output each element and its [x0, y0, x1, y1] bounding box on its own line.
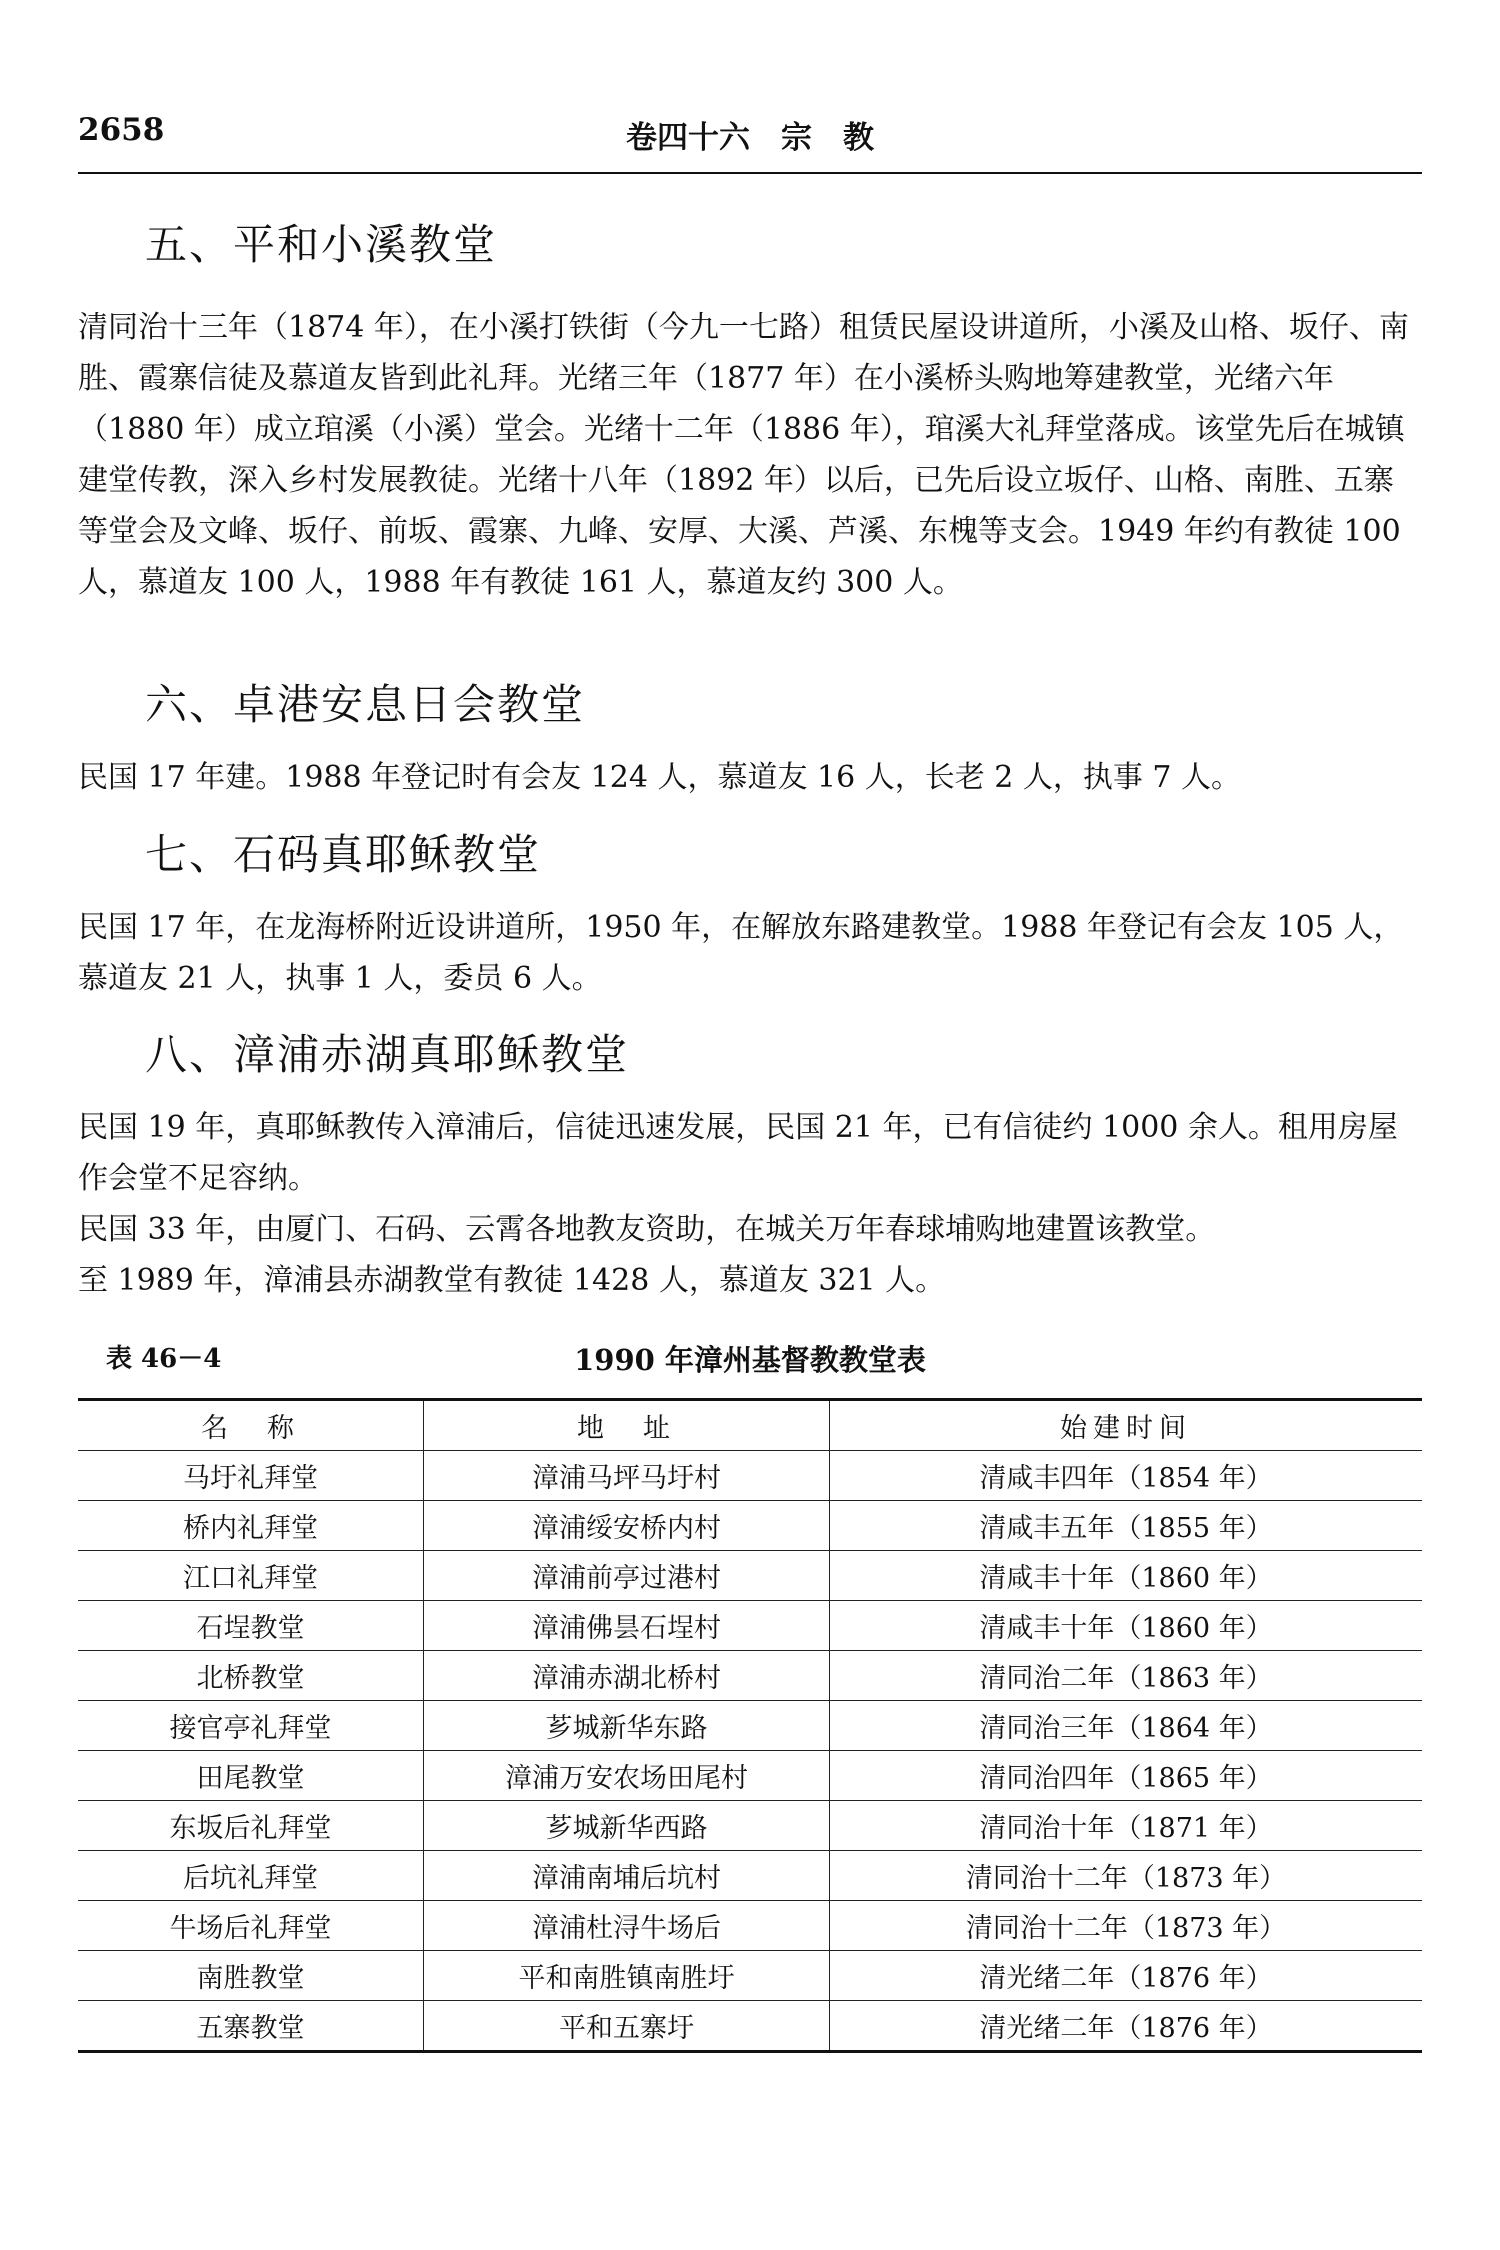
cell-church-name: 后坑礼拜堂 [78, 1851, 424, 1901]
running-title: 卷四十六 宗 教 [626, 120, 874, 156]
cell-founded-date: 清光绪二年（1876 年） [830, 2001, 1423, 2052]
column-header-name: 名 称 [78, 1400, 424, 1451]
cell-address: 芗城新华东路 [424, 1701, 830, 1751]
table-body [78, 1451, 1422, 2052]
table-caption [78, 1338, 1422, 1378]
section-paragraph: 至 1989 年，漳浦县赤湖教堂有教徒 1428 人，慕道友 321 人。 [78, 1263, 946, 1298]
table-title: 1990 年漳州基督教教堂表 [574, 1343, 926, 1377]
section-heading: 八、漳浦赤湖真耶稣教堂 [145, 1030, 630, 1079]
cell-address: 漳浦万安农场田尾村 [424, 1751, 830, 1801]
cell-address: 平和五寨圩 [424, 2001, 830, 2052]
column-header-address: 地 址 [424, 1400, 830, 1451]
table-row [78, 1651, 1422, 1701]
table-header-row [78, 1400, 1422, 1451]
table-row [78, 1451, 1422, 1501]
cell-founded-date: 清同治二年（1863 年） [830, 1651, 1423, 1701]
cell-church-name: 江口礼拜堂 [78, 1551, 424, 1601]
table-row [78, 1601, 1422, 1651]
cell-address: 芗城新华西路 [424, 1801, 830, 1851]
column-header-founded: 始建时间 [830, 1400, 1423, 1451]
table-row [78, 1951, 1422, 2001]
section-paragraph: 民国 17 年，在龙海桥附近设讲道所，1950 年，在解放东路建教堂。1988 年登记有会友 105 人，慕道友 21 人，执事 1 人，委员 6 人。 [78, 910, 1404, 996]
cell-church-name: 南胜教堂 [78, 1951, 424, 2001]
church-table [78, 1398, 1422, 2053]
cell-founded-date: 清咸丰十年（1860 年） [830, 1601, 1423, 1651]
cell-address: 漳浦前亭过港村 [424, 1551, 830, 1601]
cell-church-name: 牛场后礼拜堂 [78, 1901, 424, 1951]
cell-church-name: 北桥教堂 [78, 1651, 424, 1701]
cell-founded-date: 清咸丰五年（1855 年） [830, 1501, 1423, 1551]
table-row [78, 1801, 1422, 1851]
cell-address: 漳浦赤湖北桥村 [424, 1651, 830, 1701]
cell-founded-date: 清同治四年（1865 年） [830, 1751, 1423, 1801]
cell-address: 漳浦杜浔牛场后 [424, 1901, 830, 1951]
section-paragraph: 清同治十三年（1874 年），在小溪打铁街（今九一七路）租赁民屋设讲道所，小溪及山格、坂仔、南胜、霞寨信徒及慕道友皆到此礼拜。光绪三年（1877 年）在小溪桥头购地筹建教堂，光绪六年（1880 年）成立琯溪（小溪）堂会。光绪十二年（1886 年），琯溪大礼拜堂落成。该堂先后在城镇建堂传教，深入乡村发展教徒。光绪十八年（1892 年）以后，已先后设立坂仔、山格、南胜、五寨等堂会及文峰、坂仔、前坂、霞寨、九峰、安厚、大溪、芦溪、东槐等支会。1949 年约有教徒 100 人，慕道友 100 人，1988 年有教徒 161 人，慕道友约 300 人。 [78, 310, 1409, 600]
cell-address: 漳浦绥安桥内村 [424, 1501, 830, 1551]
table-row [78, 2001, 1422, 2052]
cell-founded-date: 清咸丰十年（1860 年） [830, 1551, 1423, 1601]
cell-church-name: 桥内礼拜堂 [78, 1501, 424, 1551]
cell-church-name: 五寨教堂 [78, 2001, 424, 2052]
table-row [78, 1751, 1422, 1801]
cell-church-name: 田尾教堂 [78, 1751, 424, 1801]
table-row [78, 1551, 1422, 1601]
page-number: 2658 [78, 112, 165, 148]
cell-address: 漳浦马坪马圩村 [424, 1451, 830, 1501]
table-row [78, 1851, 1422, 1901]
cell-address: 漳浦佛昙石埕村 [424, 1601, 830, 1651]
cell-church-name: 石埕教堂 [78, 1601, 424, 1651]
cell-church-name: 马圩礼拜堂 [78, 1451, 424, 1501]
cell-founded-date: 清同治十二年（1873 年） [830, 1851, 1423, 1901]
cell-founded-date: 清同治十年（1871 年） [830, 1801, 1423, 1851]
cell-church-name: 接官亭礼拜堂 [78, 1701, 424, 1751]
cell-founded-date: 清同治十二年（1873 年） [830, 1901, 1423, 1951]
section-heading: 七、石码真耶稣教堂 [145, 830, 542, 879]
table-row [78, 1901, 1422, 1951]
section-paragraph: 民国 19 年，真耶稣教传入漳浦后，信徒迅速发展，民国 21 年，已有信徒约 1000 余人。租用房屋作会堂不足容纳。 [78, 1110, 1398, 1196]
section-paragraph: 民国 33 年，由厦门、石码、云霄各地教友资助，在城关万年春球埔购地建置该教堂。 [78, 1212, 1216, 1247]
cell-church-name: 东坂后礼拜堂 [78, 1801, 424, 1851]
section-paragraph: 民国 17 年建。1988 年登记时有会友 124 人，慕道友 16 人，长老 2 人，执事 7 人。 [78, 760, 1242, 795]
table-row [78, 1701, 1422, 1751]
section-heading: 六、卓港安息日会教堂 [145, 680, 586, 729]
section-heading: 五、平和小溪教堂 [145, 220, 498, 269]
cell-founded-date: 清光绪二年（1876 年） [830, 1951, 1423, 2001]
table-row [78, 1501, 1422, 1551]
cell-founded-date: 清同治三年（1864 年） [830, 1701, 1423, 1751]
running-header [78, 112, 1422, 174]
cell-address: 平和南胜镇南胜圩 [424, 1951, 830, 2001]
table-number: 表 46－4 [106, 1344, 222, 1374]
cell-founded-date: 清咸丰四年（1854 年） [830, 1451, 1423, 1501]
cell-address: 漳浦南埔后坑村 [424, 1851, 830, 1901]
